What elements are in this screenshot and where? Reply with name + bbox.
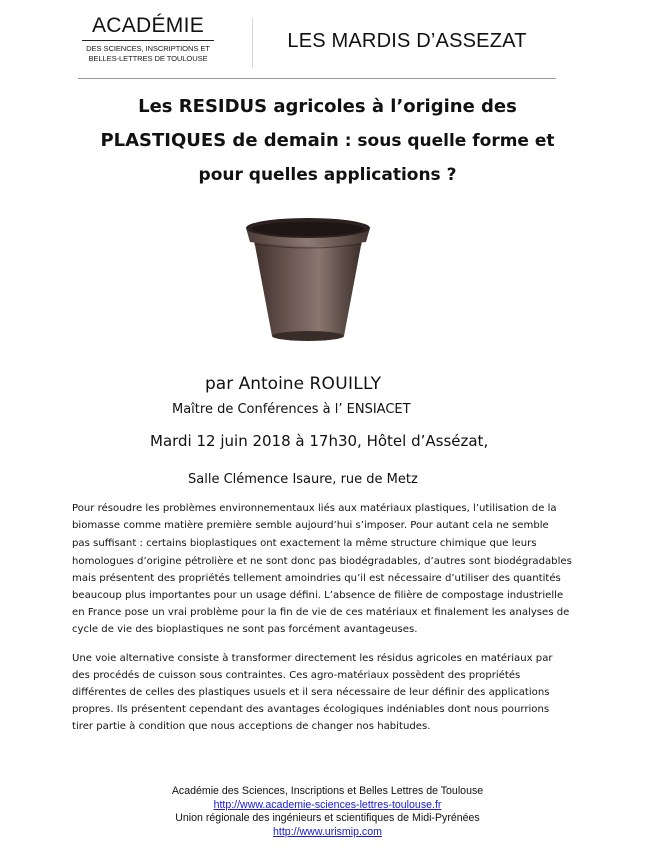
footer-academy-link-row	[0, 799, 655, 811]
event-location: Salle Clémence Isaure, rue de Metz	[188, 472, 418, 487]
paragraph2-line: propres. Ils présentent cependant des avantages écologiques indéniables dont nous pourrions	[72, 704, 550, 715]
paragraph1-line: homologues d’origine pétrolière et ne sont donc pas biodégradables, d’autres sont biodégradables	[72, 556, 572, 567]
header-divider-vertical	[252, 18, 253, 68]
footer-academy-name: Académie des Sciences, Inscriptions et Belles Lettres de Toulouse	[171, 785, 484, 797]
union-website-link[interactable]: http://www.urismip.com	[273, 826, 382, 838]
lecture-title-line2	[40, 130, 615, 151]
header-divider	[78, 78, 556, 79]
paragraph1-line: mais présentent des propriétés tellement amoindries qu’il est nécessaire d’utiliser des quantités	[72, 573, 561, 584]
paragraph1-line: biomasse comme matière première semble aujourd’hui s’imposer. Pour autant cela ne semble	[72, 520, 549, 531]
lecture-title-line2-main: PLASTIQUES de demain	[100, 130, 339, 151]
lecture-title-line3-text: pour quelles applications ?	[198, 165, 457, 185]
paragraph1-line: beaucoup plus importantes pour un usage défini. L’absence de filière de compostage industrielle	[72, 590, 564, 601]
speaker-prefix: par Antoine	[205, 374, 310, 394]
footer-union-link-row	[0, 826, 655, 838]
academy-logo	[78, 14, 218, 64]
flower-pot-icon	[238, 214, 378, 346]
paragraph1-line: pas suffisant : certains bioplastiques ont exactement la même structure chimique que leurs	[72, 538, 537, 549]
event-datetime: Mardi 12 juin 2018 à 17h30, Hôtel d’Assézat,	[150, 432, 489, 450]
footer-union-name: Union régionale des ingénieurs et scientifiques de Midi-Pyrénées	[175, 812, 480, 824]
paragraph1-line: cycle de vie des bioplastiques ne sont pas forcément avantageuses.	[72, 624, 418, 635]
academy-subtitle-line1: DES SCIENCES, INSCRIPTIONS ET	[86, 44, 210, 53]
paragraph2-line: Une voie alternative consiste à transformer directement les résidus agricoles en matériaux par	[72, 653, 553, 664]
lecture-title-line2-rest: : sous quelle forme et	[338, 131, 555, 151]
speaker-name: ROUILLY	[309, 374, 382, 394]
lecture-title-line1: Les RESIDUS agricoles à l’origine des	[138, 96, 517, 117]
paragraph2-line: des procédés de cuisson sous contraintes. Ces agro-matériaux possèdent des propriétés	[72, 670, 521, 681]
lecture-title-line3	[40, 164, 615, 185]
paragraph1-line: en France pose un vrai problème pour la fin de vie de ces matériaux et finalement les analyses de	[72, 607, 570, 618]
paragraph2-line: différentes de celles des plastiques usuels et il sera nécessaire de leur définir des applications	[72, 687, 550, 698]
series-title: LES MARDIS D’ASSEZAT	[287, 30, 527, 52]
speaker-role: Maître de Conférences à l’ ENSIACET	[172, 402, 411, 417]
academy-name: ACADÉMIE	[82, 14, 214, 41]
academy-subtitle-line2: BELLES-LETTRES DE TOULOUSE	[88, 54, 208, 63]
paragraph2-line: tirer partie à condition que nous acceptions de changer nos habitudes.	[72, 721, 431, 732]
academy-website-link[interactable]: http://www.academie-sciences-lettres-toulouse.fr	[213, 799, 442, 811]
speaker-line	[205, 374, 381, 394]
paragraph1-line: Pour résoudre les problèmes environnementaux liés aux matériaux plastiques, l’utilisation de la	[72, 503, 557, 514]
